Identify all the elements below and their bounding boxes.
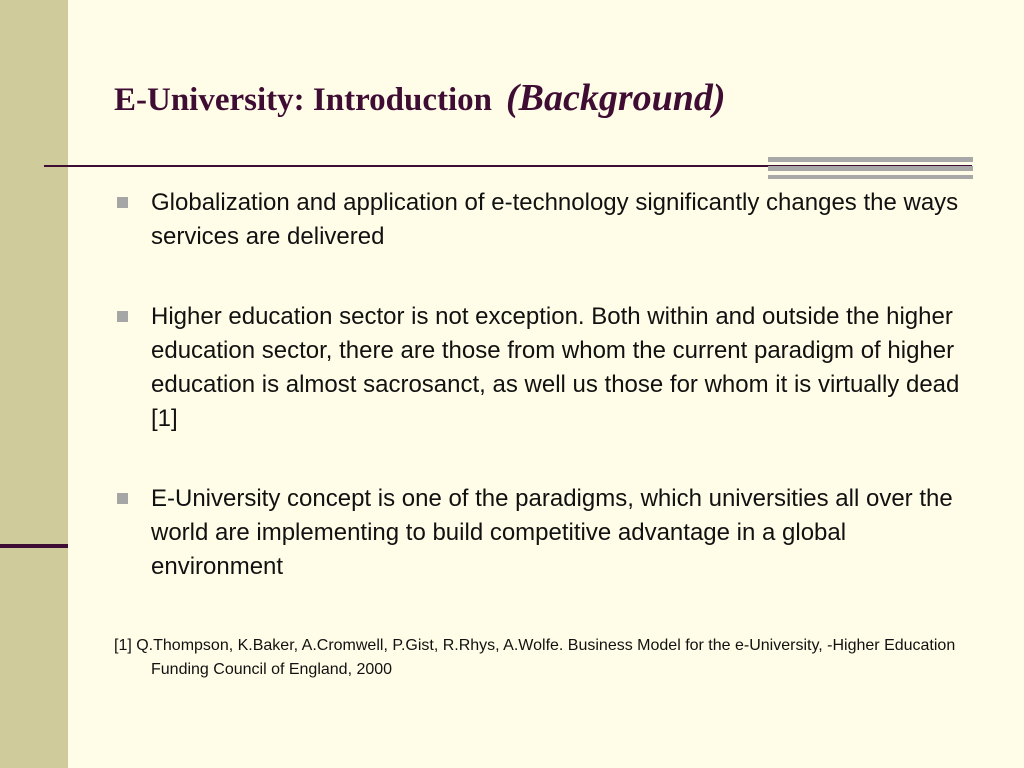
slide-title-subtitle: (Background): [506, 77, 726, 119]
bullet-list: [114, 186, 974, 630]
bullet-item: [114, 300, 974, 436]
square-bullet-icon: [117, 197, 128, 208]
stripe-2: [768, 166, 973, 171]
left-decorative-band: [0, 0, 68, 768]
bullet-text: Globalization and application of e-technology significantly changes the ways services are delivered: [151, 189, 959, 250]
stripe-1: [768, 157, 973, 162]
square-bullet-icon: [117, 493, 128, 504]
bullet-text: Higher education sector is not exception. Both within and outside the higher education sector, there are those from whom the current paradigm of higher education is almost sacrosanct, as well us those for whom it is virtually dead [1]: [151, 303, 960, 432]
square-bullet-icon: [117, 311, 128, 322]
slide-title-main: E-University: Introduction: [114, 82, 492, 118]
decorative-stripes: [768, 157, 973, 179]
bullet-text: E-University concept is one of the paradigms, which universities all over the world are implementing to build competitive advantage in a global environment: [151, 485, 953, 580]
stripe-3: [768, 175, 973, 179]
footnote-reference: [1] Q.Thompson, K.Baker, A.Cromwell, P.Gist, R.Rhys, A.Wolfe. Business Model for the e-University, -Higher Education Funding Council of England, 2000: [114, 637, 956, 678]
band-accent-bar: [0, 544, 68, 548]
slide-title: [114, 76, 726, 120]
bullet-item: [114, 482, 974, 584]
bullet-item: [114, 186, 974, 254]
